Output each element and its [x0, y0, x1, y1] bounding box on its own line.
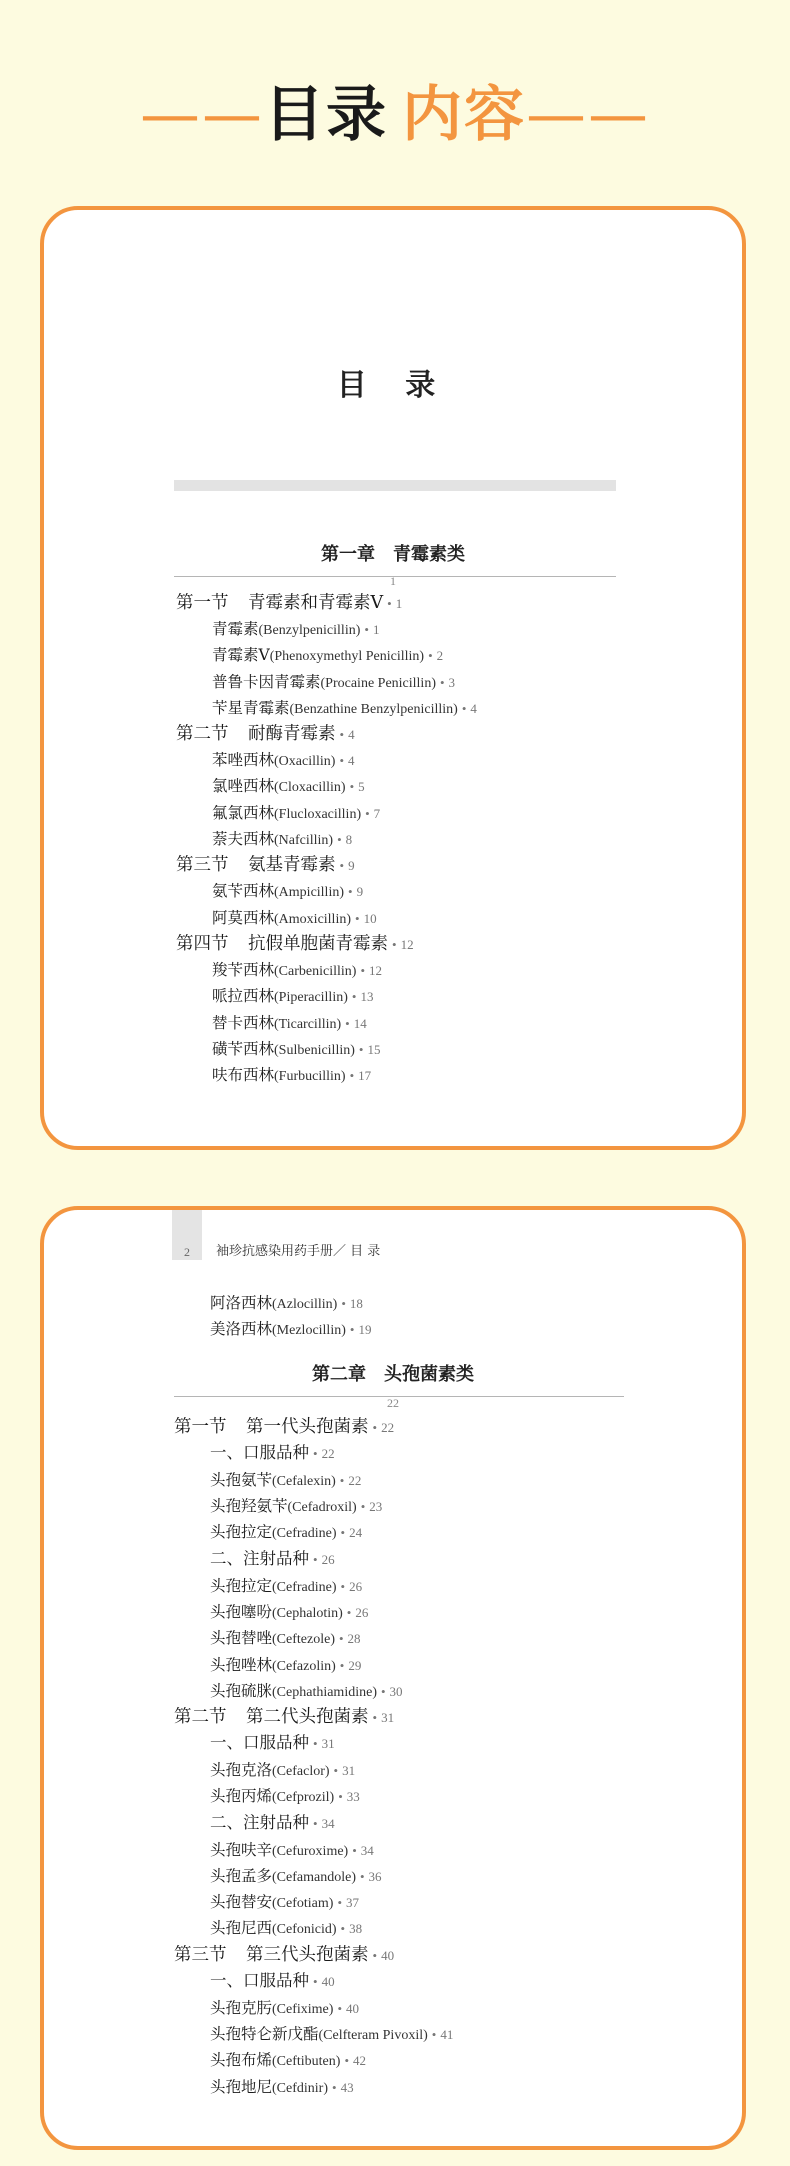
entry-zh: 美洛西林 [210, 1320, 273, 1339]
toc-entry [174, 1467, 453, 1493]
entry-en: (Cephalotin) [272, 1605, 343, 1621]
entry-page-number: 31 [321, 1736, 335, 1752]
entry-page: • 41 [431, 2026, 454, 2042]
entry-page: • 1 [387, 596, 403, 611]
chapter-2-page: 22 [387, 1396, 399, 1410]
entry-page: • 31 [372, 1710, 395, 1726]
entry-page: • 34 [313, 1815, 335, 1831]
toc-entry [176, 747, 477, 773]
entry-zh: 氯唑西林 [212, 777, 275, 796]
toc-entry [176, 878, 477, 904]
entry-page: • 4 [461, 700, 477, 716]
entry-page: • 40 [313, 1973, 335, 1989]
entry-zh: 阿洛西林 [210, 1294, 273, 1312]
entry-zh: 第二代头孢菌素 [246, 1707, 369, 1728]
entry-page: • 12 [392, 936, 414, 952]
entry-page-number: 40 [381, 1947, 395, 1963]
toc-entry [174, 2074, 453, 2100]
entry-page: • 30 [380, 1683, 403, 1699]
entry-zh: 头孢克洛 [210, 1761, 273, 1780]
section-number: 第三节 [174, 1944, 227, 1965]
entry-en: (Phenoxymethyl Penicillin) [269, 649, 425, 665]
entry-zh: 头孢硫脒 [210, 1681, 273, 1700]
entry-page: • 26 [340, 1578, 363, 1594]
section-number: 第二节 [174, 1707, 227, 1728]
entry-en: (Ticarcillin) [274, 1016, 342, 1032]
toc-page-2-card [40, 1206, 746, 2150]
entry-page-number: 22 [348, 1472, 362, 1488]
toc-subsection [174, 1810, 453, 1837]
entry-zh: 替卡西林 [212, 1013, 275, 1032]
entry-page: • 1 [364, 622, 380, 637]
entry-en: (Flucloxacillin) [274, 806, 362, 822]
entry-zh: 萘夫西林 [212, 830, 275, 849]
toc-subsection [174, 1730, 453, 1757]
section-number: 第四节 [176, 933, 229, 954]
entry-page-number: 24 [349, 1525, 363, 1541]
toc-entry [174, 1678, 453, 1704]
entry-page-number: 37 [346, 1895, 359, 1911]
toc-entry [176, 1062, 477, 1088]
entry-page-number: 40 [346, 2000, 359, 2016]
toc-entry [176, 1010, 477, 1036]
toc-section [176, 721, 477, 747]
entry-zh: 头孢孟多 [210, 1866, 273, 1885]
entry-en: (Procaine Penicillin) [320, 675, 436, 691]
entry-page: • 28 [338, 1631, 361, 1647]
entry-en: (Cefdinir) [272, 2080, 328, 2096]
entry-page: • 31 [333, 1763, 356, 1779]
entry-zh: 一、口服品种 [210, 1733, 309, 1753]
banner-right-dash: — [526, 80, 588, 150]
entry-zh: 头孢羟氨苄 [210, 1497, 288, 1516]
entry-en: (Cefuroxime) [272, 1843, 349, 1859]
entry-page-number: 28 [347, 1631, 361, 1647]
toc-section [176, 852, 477, 878]
entry-zh: 头孢地尼 [210, 2077, 273, 2096]
entry-page: • 36 [359, 1868, 382, 1884]
entry-page-number: 17 [358, 1068, 372, 1084]
entry-page-number: 13 [360, 989, 374, 1005]
toc-subsection [174, 1546, 453, 1573]
entry-zh: 二、注射品种 [210, 1548, 309, 1568]
entry-en: (Cefamandole) [272, 1869, 356, 1885]
entry-zh: 头孢克肟 [210, 1998, 273, 2017]
banner-right-dash-2: — [588, 80, 650, 150]
entry-en: (Cefazolin) [272, 1658, 336, 1674]
toc-entry [174, 1573, 453, 1599]
entry-page: • 14 [345, 1015, 367, 1031]
entry-zh: 阿莫西林 [212, 908, 275, 927]
toc-section [176, 590, 477, 616]
entry-en: (Cefradine) [272, 1579, 337, 1595]
page-number-tab: 2 [172, 1210, 202, 1260]
entry-en: (Cefixime) [272, 2001, 334, 2017]
entry-page: • 29 [339, 1657, 362, 1673]
entry-zh: 氨苄西林 [212, 882, 275, 901]
entry-en: (Ampicillin) [274, 885, 345, 901]
entry-page-number: 12 [400, 936, 414, 952]
entry-en: (Cefadroxil) [287, 1500, 357, 1516]
toc-section [176, 931, 477, 957]
entry-page: • 40 [337, 2000, 359, 2016]
entry-en: (Mezlocillin) [272, 1323, 346, 1339]
entry-page: • 43 [332, 2079, 354, 2095]
entry-en: (Cloxacillin) [274, 780, 346, 796]
entry-page-number: 14 [353, 1015, 367, 1031]
toc-entry [174, 1493, 453, 1519]
entry-zh: 青霉素和青霉素Ⅴ [248, 593, 384, 613]
toc-entry [176, 1036, 477, 1062]
entry-zh: 第三代头孢菌素 [246, 1944, 369, 1965]
entry-zh: 哌拉西林 [212, 987, 275, 1006]
toc-entry [174, 1889, 453, 1915]
entry-en: (Cefonicid) [272, 1922, 337, 1938]
entry-page: • 23 [360, 1499, 383, 1515]
entry-page: • 10 [355, 910, 377, 926]
entry-zh: 头孢唑林 [210, 1655, 273, 1674]
toc-section [174, 1704, 453, 1730]
continued-entries [174, 1290, 371, 1343]
banner-title-orange: 内容 [402, 80, 526, 150]
toc-entry [174, 2047, 453, 2073]
entry-page: • 40 [372, 1947, 395, 1963]
entry-page: • 42 [344, 2053, 366, 2069]
entry-page: • 24 [340, 1525, 363, 1541]
entry-page: • 26 [346, 1604, 369, 1620]
entry-page: • 12 [360, 962, 382, 978]
entry-page-number: 12 [369, 962, 382, 978]
chapter-1-heading [44, 540, 742, 566]
entry-zh: 头孢布烯 [210, 2051, 273, 2070]
section-number: 第一节 [176, 593, 229, 613]
entry-page-number: 26 [321, 1551, 335, 1567]
entry-page-number: 26 [349, 1578, 363, 1594]
entry-page-number: 9 [356, 884, 364, 900]
entry-en: (Cephathiamidine) [272, 1684, 377, 1700]
entry-en: (Benzathine Benzylpenicillin) [289, 701, 458, 717]
entry-en: (Ceftibuten) [272, 2054, 341, 2070]
entry-zh: 头孢噻吩 [210, 1602, 273, 1621]
entry-en: (Carbenicillin) [274, 963, 357, 979]
entry-page: • 3 [439, 674, 456, 690]
toc-entry [176, 642, 477, 668]
entry-page-number: 34 [321, 1815, 335, 1831]
entry-zh: 耐酶青霉素 [248, 724, 336, 745]
entry-page-number: 4 [348, 727, 355, 743]
page-banner [0, 70, 790, 160]
entry-page-number: 18 [349, 1296, 363, 1311]
banner-left-dash: — [140, 80, 202, 150]
toc-entry [174, 1863, 453, 1889]
entry-page-number: 31 [342, 1763, 356, 1779]
chapter-1-name: 青霉素类 [393, 544, 465, 565]
entry-zh: 抗假单胞菌青霉素 [248, 933, 388, 954]
entry-zh: 一、口服品种 [210, 1443, 309, 1462]
toc-subsection [174, 1440, 453, 1467]
toc-entry [174, 1757, 453, 1783]
entry-en: (Cefotiam) [272, 1896, 334, 1912]
toc-entry [174, 1995, 453, 2021]
toc-entry [174, 1290, 371, 1316]
entry-page-number: 22 [381, 1420, 395, 1435]
entry-zh: 第一代头孢菌素 [246, 1417, 369, 1437]
entry-page: • 22 [372, 1420, 395, 1435]
banner-left-dash-2: — [202, 80, 264, 150]
toc-entry [176, 957, 477, 983]
entry-zh: 青霉素 [212, 620, 259, 638]
entry-zh: 头孢呋辛 [210, 1840, 273, 1859]
chapter-2-entries [174, 1414, 453, 2100]
entry-en: (Ceftezole) [272, 1632, 335, 1648]
entry-page-number: 40 [321, 1973, 335, 1989]
entry-page-number: 19 [358, 1322, 372, 1338]
entry-zh: 头孢丙烯 [210, 1787, 273, 1806]
toc-entry [176, 695, 477, 721]
entry-page: • 37 [337, 1895, 359, 1911]
entry-page: • 8 [337, 832, 353, 848]
toc-entry [174, 1625, 453, 1651]
section-number: 第一节 [174, 1417, 227, 1437]
entry-zh: 普鲁卡因青霉素 [212, 672, 321, 691]
entry-page: • 15 [358, 1041, 381, 1057]
entry-page: • 17 [349, 1068, 372, 1084]
running-header: 袖珍抗感染用药手册／ 目 录 [216, 1244, 381, 1259]
entry-zh: 磺苄西林 [212, 1039, 275, 1058]
entry-zh: 头孢拉定 [210, 1523, 273, 1542]
toc-entry [174, 1652, 453, 1678]
entry-page-number: 34 [360, 1842, 374, 1858]
toc-entry [174, 1783, 453, 1809]
entry-en: (Sulbenicillin) [274, 1042, 355, 1058]
entry-page-number: 22 [321, 1446, 335, 1461]
entry-page-number: 1 [372, 622, 380, 637]
toc-section [174, 1414, 453, 1440]
entry-zh: 头孢尼西 [210, 1919, 273, 1938]
toc-entry [174, 1915, 453, 1941]
entry-page-number: 41 [440, 2026, 454, 2042]
entry-page-number: 23 [369, 1499, 383, 1515]
entry-page-number: 7 [373, 805, 381, 821]
chapter-2-name: 头孢菌素类 [384, 1364, 474, 1385]
entry-page-number: 38 [349, 1921, 363, 1937]
toc-subsection [174, 1968, 453, 1995]
entry-page-number: 30 [389, 1683, 403, 1699]
entry-page-number: 43 [340, 2079, 354, 2095]
chapter-2-heading [44, 1360, 742, 1386]
chapter-2-number: 第二章 [312, 1364, 366, 1385]
toc-entry [176, 669, 477, 695]
entry-page: • 19 [349, 1322, 372, 1338]
toc-entry [176, 616, 477, 642]
entry-page-number: 4 [348, 753, 355, 769]
entry-page-number: 31 [381, 1710, 395, 1726]
chapter-1-number: 第一章 [321, 544, 375, 565]
entry-page: • 4 [339, 727, 355, 743]
toc-entry [176, 983, 477, 1009]
entry-page: • 33 [338, 1789, 360, 1805]
entry-page: • 9 [339, 858, 355, 874]
toc-entry [176, 826, 477, 852]
entry-page: • 13 [351, 989, 374, 1005]
toc-entry [174, 1519, 453, 1545]
entry-zh: 二、注射品种 [210, 1812, 309, 1832]
entry-zh: 头孢替唑 [210, 1629, 273, 1648]
entry-zh: 羧苄西林 [212, 960, 275, 979]
entry-en: (Nafcillin) [274, 833, 334, 849]
entry-zh: 青霉素Ⅴ [212, 646, 270, 665]
entry-en: (Azlocillin) [272, 1297, 338, 1312]
entry-page-number: 29 [348, 1657, 362, 1673]
toc-entry [174, 1837, 453, 1863]
entry-page-number: 36 [368, 1868, 382, 1884]
entry-zh: 苯唑西林 [212, 751, 275, 770]
toc-page-1-card [40, 206, 746, 1150]
entry-zh: 头孢特仑新戊酯 [210, 2024, 319, 2043]
entry-zh: 氟氯西林 [212, 803, 275, 822]
toc-entry [176, 905, 477, 931]
section-number: 第三节 [176, 855, 229, 876]
entry-page-number: 26 [355, 1604, 369, 1620]
entry-page: • 22 [339, 1472, 362, 1488]
entry-zh: 苄星青霉素 [212, 698, 290, 717]
entry-page-number: 1 [395, 596, 403, 611]
entry-zh: 头孢氨苄 [210, 1470, 273, 1489]
entry-page-number: 4 [470, 700, 477, 716]
entry-zh: 呋布西林 [212, 1066, 275, 1085]
entry-en: (Benzylpenicillin) [258, 623, 361, 638]
entry-page-number: 8 [345, 832, 353, 848]
chapter-1-entries [176, 590, 477, 1088]
toc-entry [174, 2021, 453, 2047]
entry-zh: 一、口服品种 [210, 1970, 309, 1990]
entry-page-number: 15 [367, 1041, 381, 1057]
entry-page-number: 42 [353, 2053, 366, 2069]
banner-title-black: 目录 [264, 80, 388, 150]
entry-page: • 2 [428, 648, 444, 664]
entry-en: (Amoxicillin) [274, 911, 352, 927]
entry-en: (Oxacillin) [274, 754, 336, 770]
entry-en: (Cefradine) [272, 1526, 337, 1542]
entry-page: • 34 [352, 1842, 374, 1858]
title-divider-bar [174, 480, 616, 491]
toc-entry [176, 800, 477, 826]
entry-page: • 9 [348, 884, 364, 900]
toc-entry [174, 1599, 453, 1625]
entry-page: • 4 [339, 753, 355, 769]
entry-page-number: 9 [348, 858, 355, 874]
entry-en: (Furbucillin) [274, 1069, 346, 1085]
toc-entry [174, 1316, 371, 1342]
entry-page: • 31 [313, 1736, 335, 1752]
entry-page: • 26 [313, 1551, 335, 1567]
entry-page: • 7 [365, 805, 381, 821]
entry-en: (Piperacillin) [274, 990, 348, 1006]
entry-page-number: 2 [436, 648, 444, 664]
entry-en: (Celfteram Pivoxil) [318, 2027, 428, 2043]
entry-page: • 38 [340, 1921, 363, 1937]
entry-page-number: 10 [363, 910, 377, 926]
entry-en: (Cefaclor) [272, 1764, 330, 1780]
entry-page: • 18 [341, 1296, 363, 1311]
entry-page-number: 33 [346, 1789, 360, 1805]
entry-zh: 头孢拉定 [210, 1576, 273, 1595]
entry-page: • 22 [313, 1446, 335, 1461]
entry-en: (Cefprozil) [272, 1790, 335, 1806]
section-number: 第二节 [176, 724, 229, 745]
entry-zh: 氨基青霉素 [248, 855, 336, 876]
chapter-1-page: 1 [390, 574, 396, 588]
toc-title: 目 录 [336, 368, 450, 403]
toc-entry [176, 773, 477, 799]
entry-page: • 5 [349, 779, 365, 795]
entry-zh: 头孢替安 [210, 1893, 273, 1912]
toc-section [174, 1942, 453, 1968]
entry-page-number: 3 [448, 674, 456, 690]
entry-en: (Cefalexin) [272, 1473, 336, 1489]
entry-page-number: 5 [358, 779, 365, 795]
